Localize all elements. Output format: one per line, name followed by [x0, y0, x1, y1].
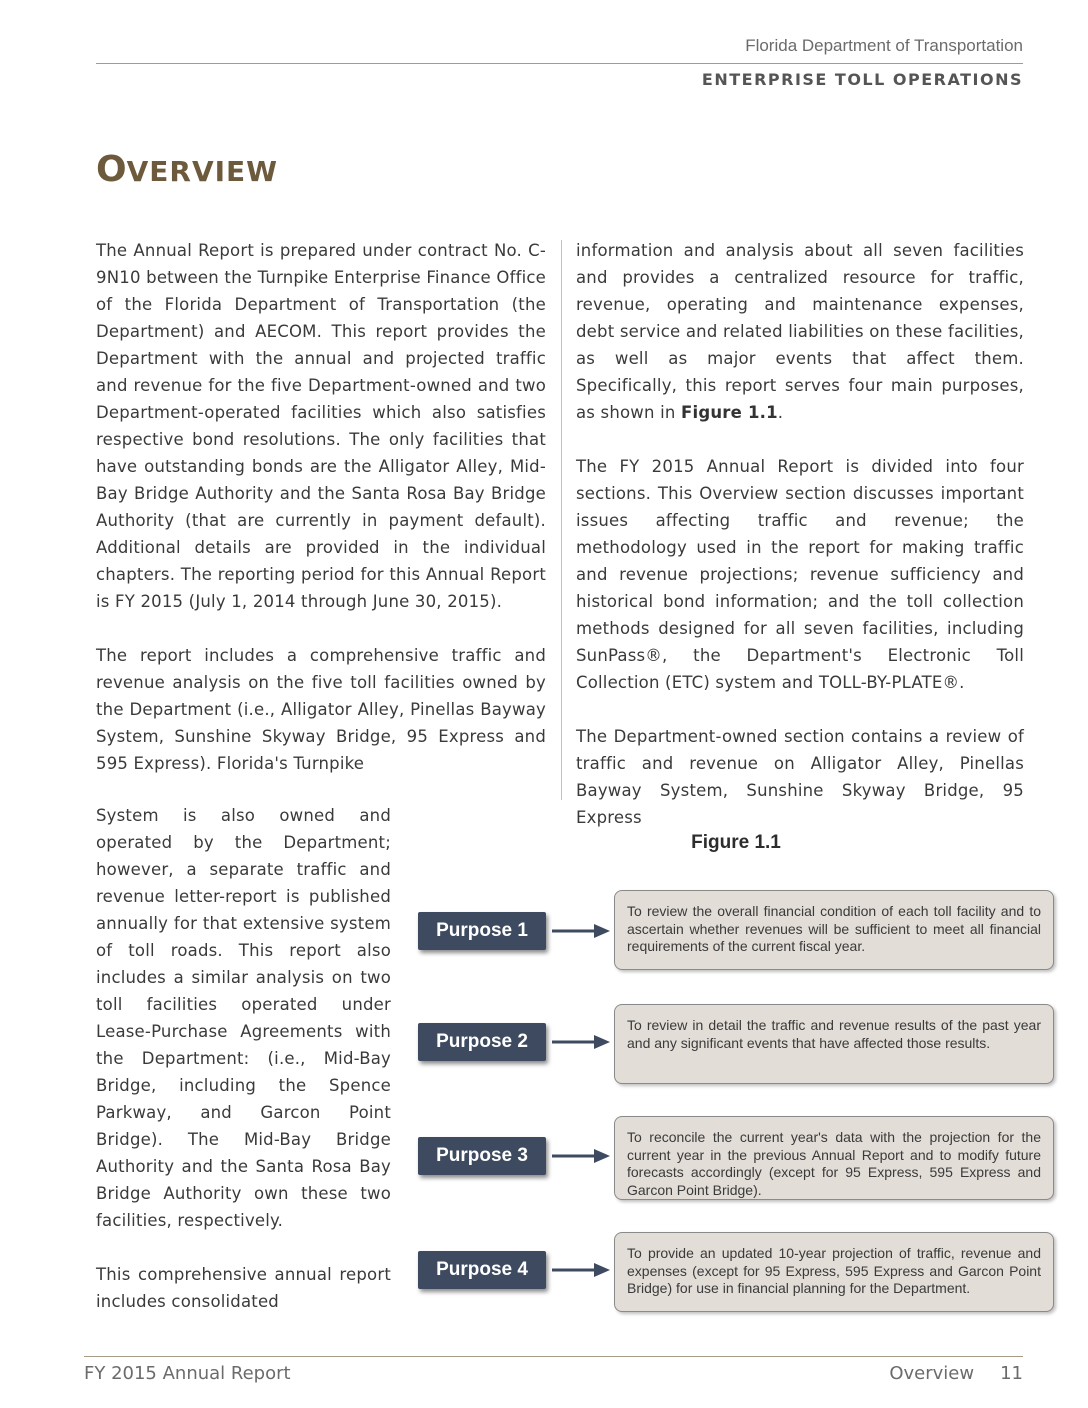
- right-column: [576, 237, 1024, 831]
- purpose-2-arrow-icon: [552, 1034, 610, 1050]
- left-column-narrow: [96, 802, 391, 1315]
- purpose-1-description: To review the overall financial condition of each toll facility and to ascertain whether revenues will be sufficient to meet all financial requirements of the current fiscal year.: [614, 890, 1054, 970]
- purpose-2-description: To review in detail the traffic and revenue results of the past year and any significant events that have affected those results.: [614, 1004, 1054, 1084]
- purpose-3-arrow-icon: [552, 1148, 610, 1164]
- footer-right: [889, 1363, 1023, 1384]
- purpose-2-label: Purpose 2: [418, 1023, 546, 1061]
- purpose-4-label: Purpose 4: [418, 1251, 546, 1289]
- purpose-4-description: To provide an updated 10-year projection of traffic, revenue and expenses (except for 95 Express, 595 Express and Garcon Point Bridge) for use in financial planning for the Department.: [614, 1232, 1054, 1312]
- paragraph-purposes-text: information and analysis about all seven facilities and provides a centralized resource for traffic, revenue, operating and maintenance expenses, debt service and related liabilities on these facilities, as well as major events that affect them. Specifically, this report serves four main purposes, as shown in: [576, 241, 1024, 422]
- header-department: ENTERPRISE TOLL OPERATIONS: [701, 70, 1023, 89]
- figure-title: Figure 1.1: [691, 832, 781, 853]
- column-divider: [561, 240, 562, 800]
- left-column: [96, 237, 546, 777]
- header-organization: Florida Department of Transportation: [745, 36, 1023, 55]
- paragraph-department-owned: The Department-owned section contains a review of traffic and revenue on Alligator Alley, Pinellas Bayway System, Sunshine Skyway Bridge, 95 Express: [576, 727, 1024, 827]
- paragraph-consolidated: This comprehensive annual report includes consolidated: [96, 1265, 391, 1311]
- footer-report-name: FY 2015 Annual Report: [84, 1363, 291, 1384]
- purpose-1-label: Purpose 1: [418, 912, 546, 950]
- paragraph-purposes-end: .: [777, 403, 784, 422]
- footer-divider: [84, 1356, 1023, 1357]
- purpose-1-arrow-icon: [552, 923, 610, 939]
- page-title: [96, 148, 278, 194]
- header-divider: [96, 63, 1023, 64]
- page-title-rest: VERVIEW: [126, 155, 279, 188]
- paragraph-analysis-continued: System is also owned and operated by the Department; however, a separate traffic and revenue letter-report is published annually for that extensive system of toll roads. This report also includes a similar analysis on two toll facilities operated under Lease-Purchase Agreements with the Department: (i.e., Mid-Bay Bridge, including the Spence Parkway, and Garcon Point Bridge). The Mid-Bay Bridge Authority and the Santa Rosa Bay Bridge Authority own these two facilities, respectively.: [96, 806, 391, 1230]
- page-number: 11: [1000, 1363, 1023, 1384]
- purpose-3-label: Purpose 3: [418, 1137, 546, 1175]
- purpose-4-arrow-icon: [552, 1262, 610, 1278]
- figure-reference: Figure 1.1: [681, 403, 778, 422]
- paragraph-sections: The FY 2015 Annual Report is divided into four sections. This Overview section discusses important issues affecting traffic and revenue; the methodology used in the report for making traffic and revenue projections; revenue sufficiency and historical bond information; and the toll collection methods designed for all seven facilities, including SunPass®, the Department's Electronic Toll Collection (ETC) system and TOLL-BY-PLATE®.: [576, 457, 1024, 692]
- paragraph-analysis-start: The report includes a comprehensive traffic and revenue analysis on the five toll facilities owned by the Department (i.e., Alligator Alley, Pinellas Bayway System, Sunshine Skyway Bridge, 95 Express and 595 Express). Florida's Turnpike: [96, 646, 546, 773]
- purpose-3-description: To reconcile the current year's data with the projection for the current year in the previous Annual Report and to modify future forecasts accordingly (except for 95 Express, 595 Express and Garcon Point Bridge).: [614, 1116, 1054, 1200]
- footer-section-name: Overview: [889, 1363, 975, 1384]
- paragraph-contract: The Annual Report is prepared under contract No. C-9N10 between the Turnpike Enterprise Finance Office of the Florida Department of Transportation (the Department) and AECOM. This report provides the Department with the annual and projected traffic and revenue for the five Department-owned and two Department-operated facilities which also satisfies respective bond resolutions. The only facilities that have outstanding bonds are the Alligator Alley, Mid-Bay Bridge Authority and the Santa Rosa Bay Bridge Authority (that are currently in payment default). Additional details are provided in the individual chapters. The reporting period for this Annual Report is FY 2015 (July 1, 2014 through June 30, 2015).: [96, 241, 546, 611]
- paragraph-purposes: [576, 237, 1024, 426]
- page-title-initial: O: [96, 149, 127, 190]
